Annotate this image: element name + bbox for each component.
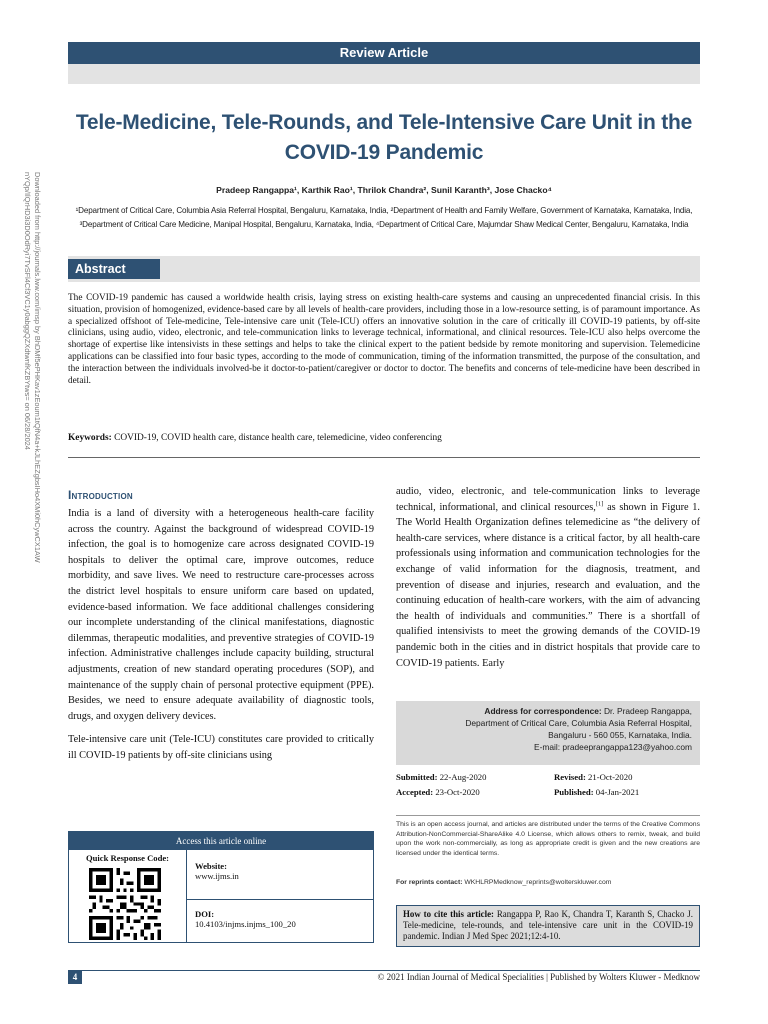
introduction-paragraph-1: India is a land of diversity with a heterogeneous health-care facility across the country. Against the background of widespread COVID-19 infection, the goal is to homogenize care across designated COVID-19 hospitals to deliver the optimal care, improve outcomes, reduce morbidity, and save lives. We need to restructure care-processes across the district level hospitals to ensure uniform care based on updated, evidence-based information. We face additional challenges considering our incomplete understanding of the clinical manifestations, diagnostic dilemmas, therapeutic modalities, and preventive strategies of COVID-19 infection. Administrative challenges include capacity building, structural adjustments, creation of new standard operating procedures (SOP), and maintenance of the supply chain of personal protective equipment (PPE). Besides, we need to ensure adequate availability of diagnostic tools, drugs, and oxygen delivery devices. [68,508,374,722]
doi-cell [187,900,373,942]
citation-text: Rangappa P, Rao K, Chandra T, Karanth S, Chacko J. Tele-medicine, tele-rounds, and tele-intensive care unit in the COVID-19 pandemic. Indian J Med Spec 2021;12:4-10. [403,909,693,942]
website-link[interactable]: www.ijms.in [195,871,239,881]
published-date [554,787,639,797]
reprints-label: For reprints contact: [396,879,463,886]
footer-rule [68,970,700,971]
reprints-contact [396,879,700,886]
correspondence-box [396,701,700,765]
abstract-heading: Abstract [68,259,160,279]
continued-text-a: audio, video, electronic, and tele-communication links to leverage technical, informational, and clinical resources, [396,486,700,513]
correspondence-label: Address for correspondence: [484,706,602,716]
reprints-email[interactable]: WKHLRPMedknow_reprints@wolterskluwer.com [462,879,612,886]
citation-label: How to cite this article: [403,909,494,919]
revised-date [554,772,632,782]
abstract-text: The COVID-19 pandemic has caused a worldwide health crisis, laying stress on existing health-care systems and causing an unprecedented financial crisis. In this situation, provision of homogenized, evidence-based care by all levels of health-care providers, including those in a low-resource setting, is of paramount importance. As a specialized offshoot of Tele-medicine, Tele-intensive care unit (Tele-ICU) offers an innovative solution in the care of critically ill COVID-19 patients, by off-site clinicians, using audio, video, electronic, and tele-communication links to leverage technical, informational, and clinical resources. Tele-ICU also helps overcome the shortage of expertise like intensivists in these settings and helps to take the clinical expert to the patient bedside by remote monitoring and supervision. Telemedicine applications can be classified into four basic types, according to the mode of communication, timing of the information transmitted, the purpose of the consultation, and the interaction between the individuals involved-be it doctor-to-patient/caregiver or doctor to doctor. The benefits and concerns of tele-medicine have been described in detail. [68,293,700,386]
right-column [396,484,700,671]
reference-1-link[interactable]: [1] [595,500,604,508]
submitted-date [396,772,487,782]
article-type-banner: Review Article [68,42,700,64]
download-watermark-text: Downloaded from http://journals.lww.com/imsp by BhDMf5ePHKav1zEoum1tQfN4a+kJLhEZgbsIHo4XMi0hCywCX1AW nYQp/IlQrHD3i3D0OdRyi7TvSFl4Cf3VC1y0abggQZXdtwnfKZBYtws= on 06/28/2024 [23,172,42,563]
continued-text-b: as shown in Figure 1. The World Health Organization defines telemedicine as “the delivery of health-care services, where distance is a critical factor, by all health-care professionals using information and communication technologies for the exchange of valid information for the diagnosis, treatment, and prevention of disease and injuries, research and evaluation, and the continuing education of health-care workers, with the aim of advancing the health of individuals and communities.” There is a shortfall of qualified intensivists to meet the growing demands of the COVID-19 pandemic both in the cities and in district hospitals that provide care to COVID-19 patients. Early [396,501,700,669]
doi-link[interactable]: 10.4103/injms.injms_100_20 [195,919,296,929]
correspondence-line-3: Bangaluru - 560 055, Karnataka, India. [548,730,692,740]
correspondence-line-2: Department of Critical Care, Columbia Asia Referral Hospital, [465,718,692,728]
article-dates [396,770,700,802]
affiliation-line-2: ³Department of Critical Care Medicine, Manipal Hospital, Bengaluru, Karnataka, India, ⁴Department of Critical Care, Majumdar Shaw Medical Center, Bengaluru, Karnataka, India [79,220,689,229]
qr-label: Quick Response Code: [85,853,170,863]
accepted-value: 23-Oct-2020 [433,787,480,797]
submitted-label: Submitted: [396,772,438,782]
accepted-date [396,787,480,797]
correspondence-name: Dr. Pradeep Rangappa, [601,706,692,716]
keywords-text: COVID-19, COVID health care, distance health care, telemedicine, video conferencing [114,433,442,443]
download-watermark [4,172,42,642]
introduction-paragraph-2: Tele-intensive care unit (Tele-ICU) constitutes care provided to critically ill COVID-19 patients by off-site clinicians using [68,734,374,761]
introduction-paragraph-continued [396,484,700,671]
keywords [68,433,700,443]
revised-label: Revised: [554,772,586,782]
published-value: 04-Jan-2021 [593,787,640,797]
access-box-heading: Access this article online [69,832,373,850]
access-article-box [68,831,374,943]
website-cell [187,850,373,900]
website-label: Website: [195,861,227,871]
affiliation-line-1: ¹Department of Critical Care, Columbia Asia Referral Hospital, Bengaluru, Karnataka, India, ²Department of Health and Family Welfare, Government of Karnataka, Karnataka, India, [75,206,693,215]
doi-label: DOI: [195,909,215,919]
accepted-label: Accepted: [396,787,434,797]
submitted-value: 22-Aug-2020 [437,772,487,782]
revised-value: 21-Oct-2020 [585,772,633,782]
published-label: Published: [554,787,594,797]
author-list: Pradeep Rangappa¹, Karthik Rao¹, Thrilok Chandra², Sunil Karanth³, Jose Chacko⁴ [216,185,552,195]
qr-column [69,850,187,942]
left-column [68,506,374,764]
keywords-label: Keywords: [68,433,112,443]
introduction-heading: Introduction [68,488,133,502]
article-title: Tele-Medicine, Tele-Rounds, and Tele-Intensive Care Unit in the COVID-19 Pandemic [75,111,693,164]
section-divider [68,457,700,458]
correspondence-email[interactable]: E-mail: pradeeprangappa123@yahoo.com [534,742,692,752]
abstract-band [68,256,700,282]
qr-code-icon[interactable] [89,868,161,940]
footer-text: © 2021 Indian Journal of Medical Specialities | Published by Wolters Kluwer - Medknow [377,972,700,982]
license-text: This is an open access journal, and articles are distributed under the terms of the Creative Commons Attribution-NonCommercial-ShareAlike 4.0 License, which allows others to remix, tweak, and build upon the work non-commercially, as long as appropriate credit is given and the new creations are licensed under the identical terms. [396,815,700,858]
correspondence-line-1 [404,705,692,717]
page-number: 4 [68,970,82,984]
citation-box [396,905,700,947]
